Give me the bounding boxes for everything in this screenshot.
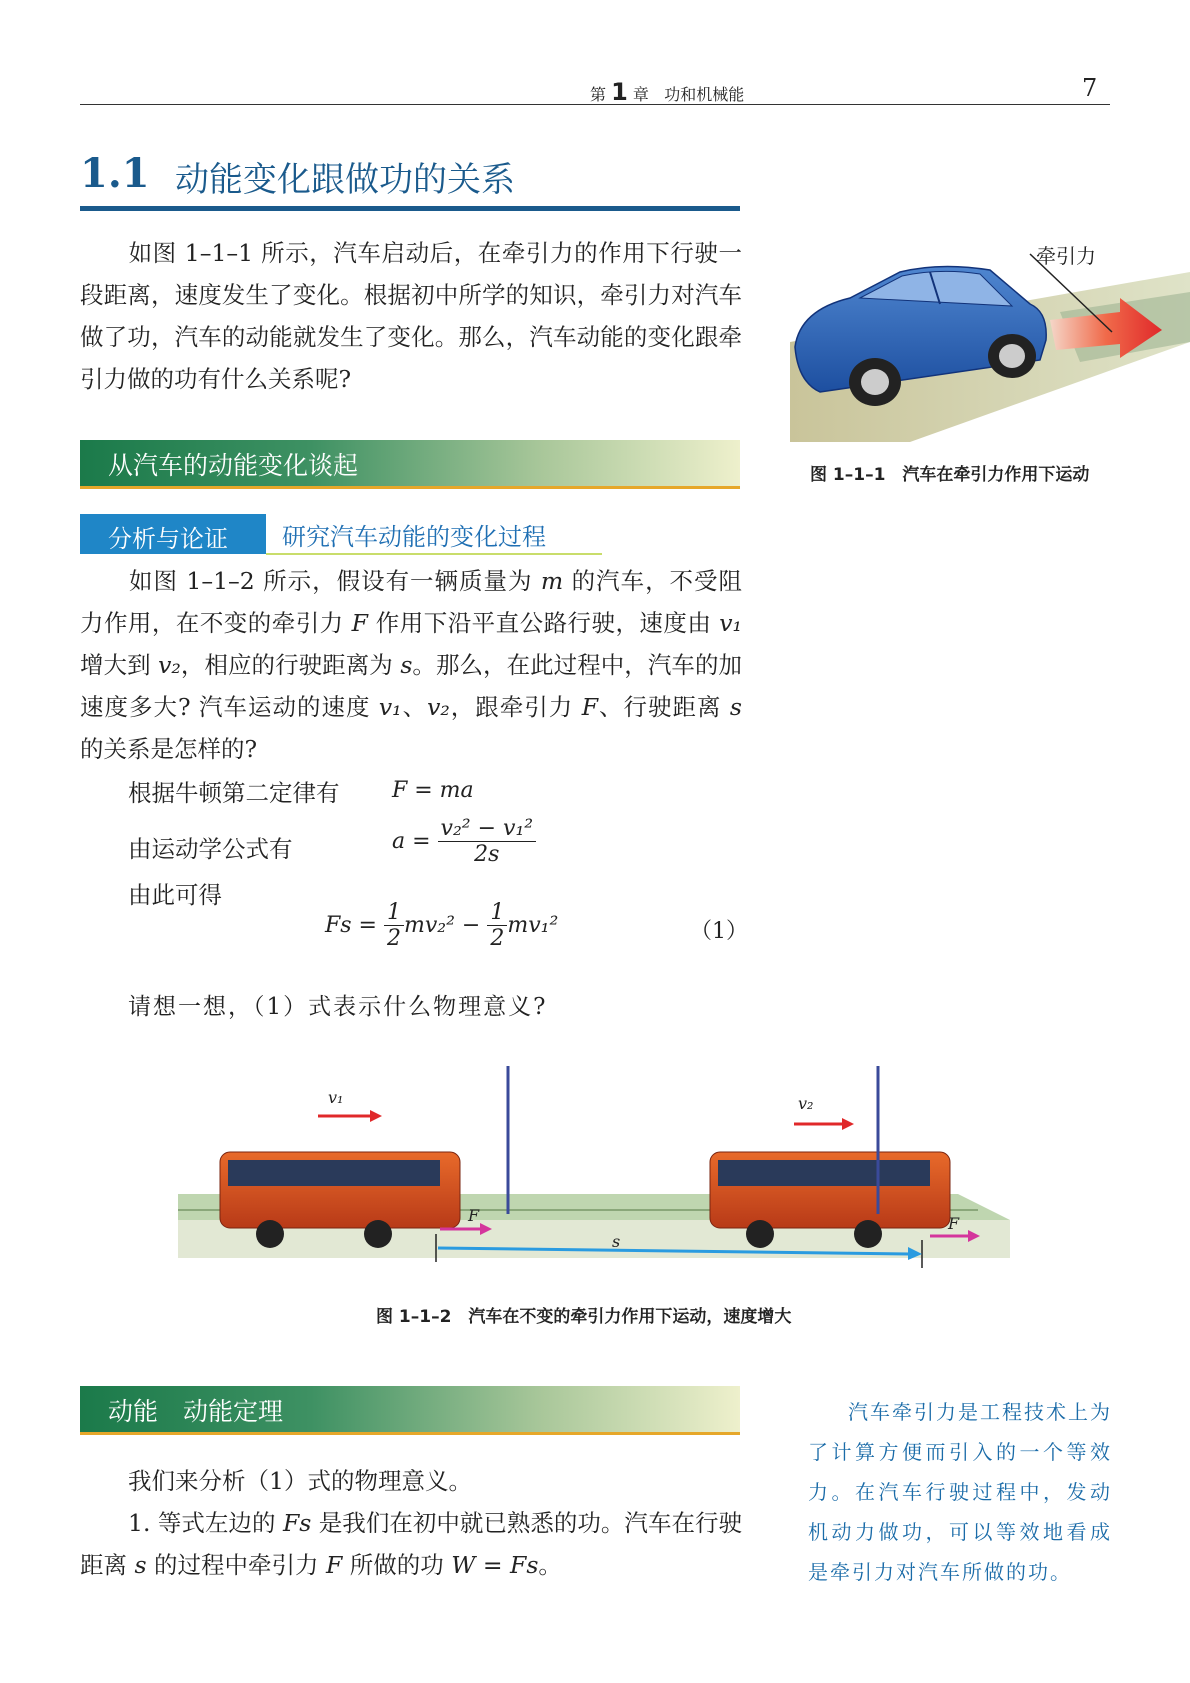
header-rule xyxy=(80,104,1110,105)
banner2-text: 动能 动能定理 xyxy=(108,1397,284,1426)
body2-paragraph: 我们来分析（1）式的物理意义。 1. 等式左边的 Fs 是我们在初中就已熟悉的功。汽车在行驶距离 s 的过程中牵引力 F 所做的功 W = Fs。 xyxy=(80,1467,742,1579)
section-title: 动能变化跟做功的关系 xyxy=(175,160,515,200)
section-heading xyxy=(80,150,740,211)
page-number: 7 xyxy=(1082,74,1098,102)
velocity-arrow-2 xyxy=(842,1118,854,1130)
section-banner-2 xyxy=(80,1386,740,1435)
intro-paragraph: 如图 1–1–1 所示，汽车启动后，在牵引力的作用下行驶一段距离，速度发生了变化。根据初中所学的知识，牵引力对汽车做了功，汽车的动能就发生了变化。那么，汽车动能的变化跟牵引力做的功有什么关系呢? xyxy=(80,239,742,393)
kinematics-label: 由运动学公式有 xyxy=(128,835,293,863)
chapter-prefix: 第 xyxy=(590,85,607,104)
work-energy-equation: Fs = $\frac{1}{2}$ mv₂² − $\frac{1}{2}$ mv₁² xyxy=(325,900,559,951)
newton-equation: F = ma xyxy=(392,778,474,803)
figure2-caption: 图 1–1–2 汽车在不变的牵引力作用下运动，速度增大 xyxy=(376,1307,792,1327)
think-prompt: 请想一想，（1）式表示什么物理意义? xyxy=(128,994,548,1020)
section-banner-1 xyxy=(80,440,740,489)
running-head xyxy=(590,78,744,106)
section-number: 1.1 xyxy=(80,150,150,197)
equation-number: （1） xyxy=(690,919,748,944)
force-label-2: F xyxy=(948,1214,960,1233)
car-illustration xyxy=(790,232,1190,447)
figure-bus xyxy=(178,1044,1010,1268)
analysis-tag-text: 分析与论证 xyxy=(108,525,228,553)
result-label: 由此可得 xyxy=(128,881,222,909)
v2-label: v₂ xyxy=(798,1094,814,1113)
figure1-caption: 图 1–1–1 汽车在牵引力作用下运动 xyxy=(810,465,1090,485)
bus-illustration xyxy=(178,1044,1010,1268)
v1-label: v₁ xyxy=(328,1088,344,1107)
distance-label: s xyxy=(612,1232,621,1251)
chapter-suffix: 章 xyxy=(632,85,649,104)
chapter-number: 1 xyxy=(611,78,628,106)
analysis-paragraph: 如图 1–1–2 所示，假设有一辆质量为 m 的汽车，不受阻力作用，在不变的牵引力 F 作用下沿平直公路行驶，速度由 v₁ 增大到 v₂，相应的行驶距离为 s。那么，在此过程中，汽车的加速度多大? 汽车运动的速度 v₁、v₂，跟牵引力 F、行驶距离 s 的关系是怎样的? xyxy=(80,567,742,763)
side-note: 汽车牵引力是工程技术上为了计算方便而引入的一个等效力。在汽车行驶过程中，发动机动力做功，可以等效地看成是牵引力对汽车所做的功。 xyxy=(808,1400,1112,1584)
chapter-title: 功和机械能 xyxy=(664,85,745,104)
analysis-rule xyxy=(266,553,602,555)
velocity-arrow-1 xyxy=(370,1110,382,1122)
force-label-1: F xyxy=(468,1206,480,1225)
kinematics-equation: a = $\frac{\text{v₂² − v₁²}}{2s}$ xyxy=(392,816,536,867)
newton-label: 根据牛顿第二定律有 xyxy=(128,779,340,807)
analysis-title: 研究汽车动能的变化过程 xyxy=(282,523,546,551)
traction-label: 牵引力 xyxy=(1036,244,1096,268)
banner1-text: 从汽车的动能变化谈起 xyxy=(108,451,359,480)
figure-car xyxy=(790,232,1190,447)
analysis-tag xyxy=(80,514,266,554)
